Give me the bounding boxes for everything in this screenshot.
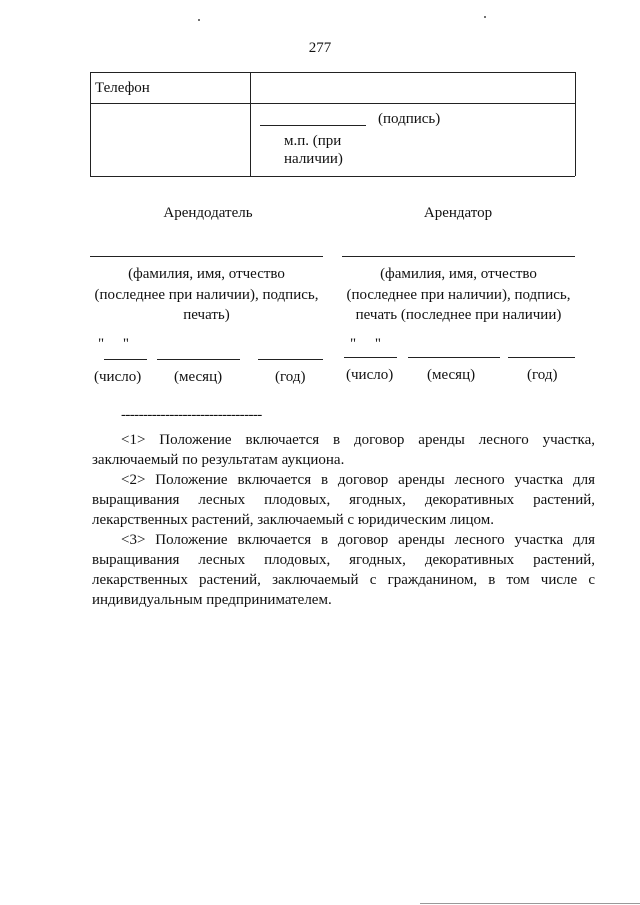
landlord-month-line	[157, 359, 240, 360]
scan-speck	[198, 19, 200, 21]
stamp-caption-line1: м.п. (при	[284, 133, 342, 149]
tenant-name-line	[342, 256, 575, 257]
footnote-1-line1: <1> Положение включается в договор аренды лесного участка,	[121, 432, 595, 448]
footnote-1-line2: заключаемый по результатам аукциона.	[92, 452, 345, 468]
tenant-day-caption: (число)	[346, 367, 394, 383]
footnote-3-line4: индивидуальным предпринимателем.	[92, 592, 332, 608]
landlord-caption-line3: печать)	[183, 307, 230, 323]
footnote-3-line3: лекарственных растений, заключаемый с гражданином, в том числе с	[92, 572, 595, 588]
tenant-day-line	[344, 357, 397, 358]
tenant-year-line	[508, 357, 575, 358]
footnote-separator: --------------------------------	[121, 407, 262, 423]
page-number: 277	[308, 40, 332, 56]
landlord-month-caption: (месяц)	[174, 369, 223, 385]
footnote-2-line1: <2> Положение включается в договор аренды лесного участка для	[121, 472, 595, 488]
footnote-2-line3: лекарственных растений, заключаемый с юридическим лицом.	[92, 512, 495, 528]
stamp-caption-line2: наличии)	[284, 151, 343, 167]
tenant-month-line	[408, 357, 500, 358]
landlord-year-line	[258, 359, 323, 360]
footnote-3-line1: <3> Положение включается в договор аренды лесного участка для	[121, 532, 595, 548]
tenant-caption-line2: (последнее при наличии), подпись,	[346, 287, 571, 303]
footnote-3-line2: выращивания лесных плодовых, ягодных, декоративных растений,	[92, 552, 595, 568]
footnote-2-line2: выращивания лесных плодовых, ягодных, декоративных растений,	[92, 492, 595, 508]
signature-line	[260, 125, 366, 126]
landlord-day-line	[104, 359, 147, 360]
tenant-year-caption: (год)	[527, 367, 558, 383]
scan-speck	[484, 16, 486, 18]
tenant-title: Арендатор	[423, 205, 493, 221]
tenant-month-caption: (месяц)	[427, 367, 476, 383]
signature-caption: (подпись)	[378, 111, 441, 127]
scan-edge-line	[420, 903, 640, 904]
tenant-caption-line1: (фамилия, имя, отчество	[380, 266, 537, 282]
landlord-caption-line1: (фамилия, имя, отчество	[128, 266, 285, 282]
tenant-date-quotes: " "	[350, 336, 381, 352]
phone-label: Телефон	[95, 80, 150, 96]
tenant-caption-line3: печать (последнее при наличии)	[355, 307, 562, 323]
landlord-year-caption: (год)	[275, 369, 306, 385]
landlord-title: Арендодатель	[163, 205, 253, 221]
landlord-day-caption: (число)	[94, 369, 142, 385]
landlord-caption-line2: (последнее при наличии), подпись,	[94, 287, 319, 303]
landlord-name-line	[90, 256, 323, 257]
landlord-date-quotes: " "	[98, 336, 129, 352]
